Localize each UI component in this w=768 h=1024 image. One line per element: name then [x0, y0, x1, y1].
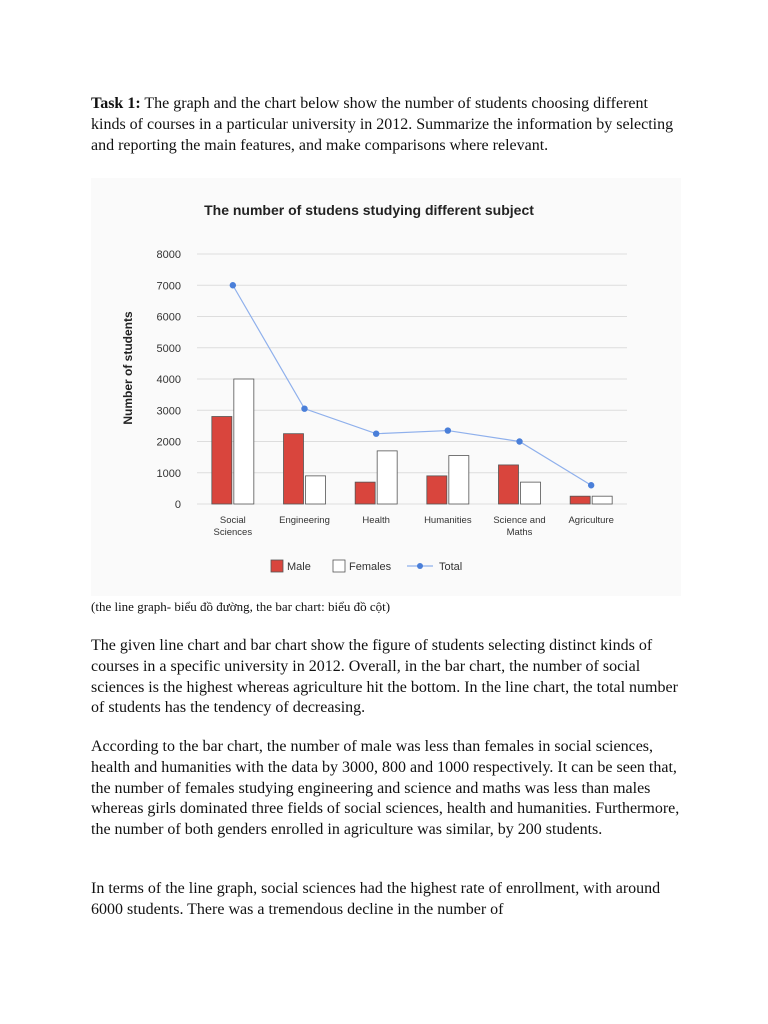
category-label: Engineering [279, 515, 330, 526]
paragraph-2: According to the bar chart, the number of male was less than females in social sciences, health and humanities with the data by 3000, 800 and 1000 respectively. It can be seen that, the number of females studying engineering and science and maths was less than males whereas girls dominated three fields of social sciences, health and humanities. Furthermore, the number of both genders enrolled in agriculture was similar, by 200 students. [91, 738, 680, 839]
category-labels [214, 515, 614, 538]
bar-females [234, 379, 254, 504]
legend-swatch-male [271, 560, 283, 572]
y-tick-label: 6000 [156, 311, 181, 324]
bar-male [499, 465, 519, 504]
bar-females [521, 482, 541, 504]
total-point [516, 438, 522, 444]
bar-male [427, 476, 447, 504]
bar-females [592, 496, 612, 504]
legend-label-females: Females [349, 561, 392, 573]
legend-point-total [417, 563, 423, 569]
task-text: The graph and the chart below show the number of students choosing different kinds of courses in a particular university in 2012. Summarize the information by selecting and reporting the main features, and make comparisons where relevant. [91, 95, 674, 154]
task-prompt [91, 94, 681, 156]
gridlines [197, 254, 627, 504]
category-label: Science and [493, 515, 546, 526]
total-point [373, 430, 379, 436]
total-point [230, 282, 236, 288]
category-label: Humanities [424, 515, 472, 526]
y-tick-label: 7000 [156, 280, 181, 293]
y-axis-label: Number of students [121, 311, 135, 425]
bar-females [449, 456, 469, 504]
y-tick-label: 4000 [156, 374, 181, 386]
bar-male [284, 434, 304, 504]
legend-label-male: Male [287, 561, 311, 573]
y-tick-label: 1000 [156, 467, 181, 480]
total-point [301, 405, 307, 411]
chart-title: The number of studens studying different subject [204, 202, 534, 218]
y-tick-label: 8000 [156, 249, 181, 261]
y-tick-label: 0 [174, 499, 181, 511]
y-tick-labels [157, 249, 181, 511]
chart-caption: (the line graph- biểu đồ đường, the bar chart: biểu đồ cột) [91, 599, 391, 614]
bar-male [212, 417, 232, 505]
category-label: Maths [506, 527, 533, 538]
bar-females [306, 476, 326, 504]
category-label: Agriculture [568, 515, 614, 526]
bar-male [570, 496, 590, 504]
category-label: Social [219, 515, 246, 526]
chart-figure [91, 178, 681, 596]
students-chart [91, 178, 681, 596]
bar-females [377, 451, 397, 504]
y-tick-label: 3000 [156, 405, 181, 418]
y-tick-label: 2000 [156, 436, 181, 449]
legend-swatch-females [333, 560, 345, 572]
category-label: Sciences [213, 527, 253, 538]
y-tick-label: 5000 [156, 342, 181, 355]
legend-label-total: Total [439, 561, 463, 573]
bar-male [355, 482, 375, 504]
chart-legend [271, 560, 462, 573]
total-point [588, 482, 594, 488]
task-label: Task 1: [91, 95, 141, 112]
total-point [445, 427, 451, 433]
category-label: Health [362, 515, 390, 526]
paragraph-1: The given line chart and bar chart show the figure of students selecting distinct kinds of courses in a specific university in 2012. Overall, in the bar chart, the number of social sciences is the highest whereas agriculture hit the bottom. In the line chart, the total number of students has the tendency of decreasing. [91, 637, 678, 717]
paragraph-3: In terms of the line graph, social sciences had the highest rate of enrollment, with around 6000 students. There was a tremendous decline in the number of [91, 880, 661, 918]
